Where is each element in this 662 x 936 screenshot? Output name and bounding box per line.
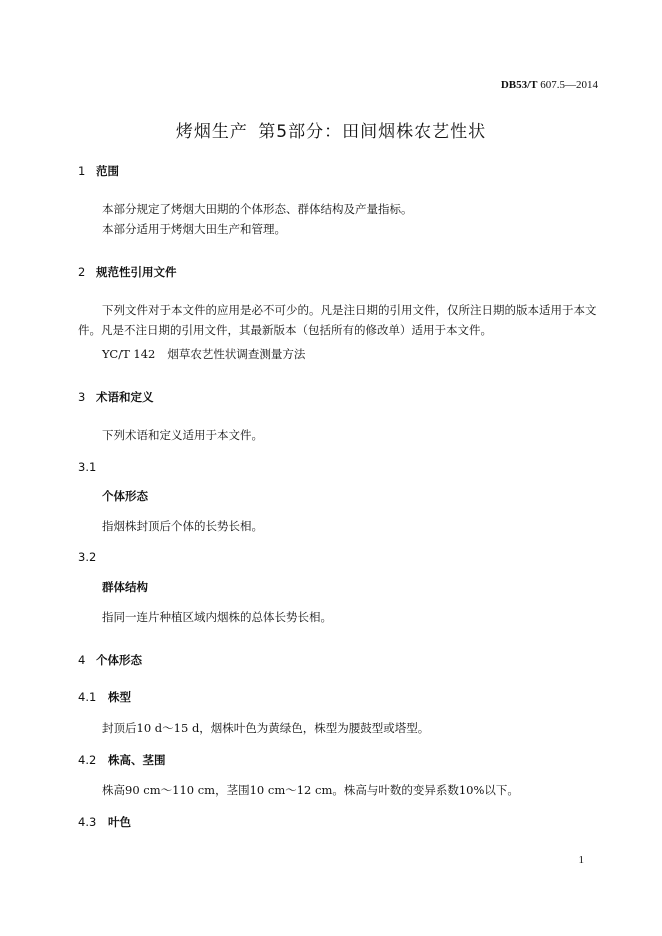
standard-code: [501, 79, 598, 91]
term-definition-3-2: 指同一连片种植区域内烟株的总体长势长相。: [102, 610, 332, 624]
section-number: 1: [78, 164, 86, 178]
section-heading-2: [78, 264, 177, 280]
plant-type-paragraph: 封顶后10 d～15 d，烟株叶色为黄绿色，株型为腰鼓型或塔型。: [102, 721, 430, 735]
document-title: 烤烟生产 第5部分：田间烟株农艺性状: [175, 122, 487, 142]
reference-title: 烟草农艺性状调查测量方法: [167, 347, 306, 361]
subsection-title: 株型: [108, 690, 131, 704]
term-number: 3.2: [78, 550, 97, 564]
term-title-3-1: 个体形态: [102, 489, 148, 503]
section-heading-3: [78, 389, 154, 405]
section-title: 规范性引用文件: [96, 265, 177, 279]
height-girth-paragraph: 株高90 cm～110 cm，茎围10 cm～12 cm。株高与叶数的变异系数10%以下。: [102, 783, 519, 797]
section-number: 3: [78, 390, 86, 404]
subsection-heading-4-1: [78, 689, 131, 705]
scope-paragraph-1: 本部分规定了烤烟大田期的个体形态、群体结构及产量指标。: [102, 202, 413, 216]
reference-code: YC/T 142: [102, 347, 156, 361]
subsection-title: 叶色: [108, 815, 131, 829]
term-title-3-2: 群体结构: [102, 580, 148, 594]
term-number: 3.1: [78, 460, 97, 474]
term-number-3-2: [78, 550, 96, 564]
section-heading-1: [78, 163, 119, 179]
standard-code-number: 607.5—2014: [537, 79, 598, 91]
section-title: 范围: [96, 164, 119, 178]
terms-paragraph: 下列术语和定义适用于本文件。: [102, 428, 263, 442]
term-definition-3-1: 指烟株封顶后个体的长势长相。: [102, 519, 263, 533]
scope-paragraph-2: 本部分适用于烤烟大田生产和管理。: [102, 222, 286, 236]
section-heading-4: [78, 652, 142, 668]
section-number: 4: [78, 653, 86, 667]
page-number: 1: [578, 854, 584, 866]
section-number: 2: [78, 265, 86, 279]
subsection-number: 4.2: [78, 753, 97, 767]
subsection-heading-4-3: [78, 814, 131, 830]
subsection-title: 株高、茎围: [108, 753, 166, 767]
term-number-3-1: [78, 460, 96, 474]
reference-entry: [102, 346, 305, 362]
subsection-number: 4.1: [78, 690, 97, 704]
subsection-heading-4-2: [78, 752, 166, 768]
section-title: 术语和定义: [96, 390, 154, 404]
standard-code-prefix: DB53/T: [500, 79, 538, 91]
subsection-number: 4.3: [78, 815, 97, 829]
section-title: 个体形态: [96, 653, 142, 667]
references-paragraph: 下列文件对于本文件的应用是必不可少的。凡是注日期的引用文件，仅所注日期的版本适用于本文件。凡是不注日期的引用文件，其最新版本（包括所有的修改单）适用于本文件。: [78, 303, 597, 337]
